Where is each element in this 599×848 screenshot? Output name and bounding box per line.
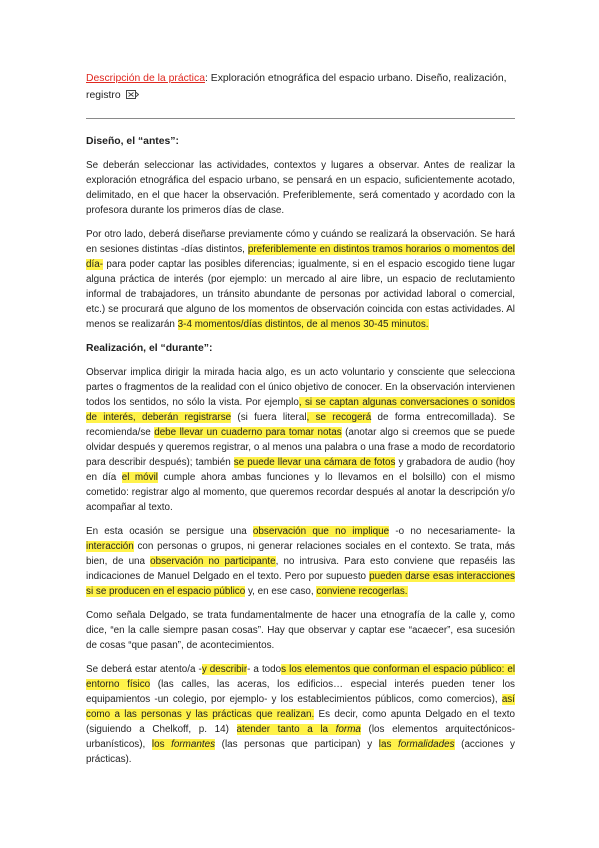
text-run: para poder captar las posibles diferencias; igualmente, si en el espacio escogido tiene lugar alguna práctica de interés (por ejemplo: un mercado al aire libre, un espacio de reclutamiento informal de trabajadores, un tránsito abundante de personas por actividad laboral o comercial, etc.) se procurará que alguno de los momentos de observación coincida con estas actividades. Al menos se realizarán — [86, 259, 515, 330]
text-run: (las personas que participan) y — [215, 739, 379, 750]
title-lead: Descripción de la práctica — [86, 73, 205, 84]
text-run: -o no necesariamente- la — [389, 526, 515, 537]
highlight-run-italic: formantes — [171, 739, 216, 750]
highlight-run: observación no participante — [150, 556, 276, 567]
highlight-run: atender tanto a la — [236, 724, 336, 735]
text-run: (acciones y prácticas). — [86, 739, 515, 765]
text-run: Observar implica dirigir la mirada hacia algo, es un acto voluntario y consciente que selecciona partes o fragmentos de la realidad con el único objetivo de conocer. En la observación intervienen todos los sentidos, no sólo la vista. Por ejemplo — [86, 367, 515, 408]
highlight-run: así como a las personas y las prácticas que realizan. — [86, 694, 515, 720]
highlight-run: observación que no implique — [252, 526, 390, 537]
highlight-run: y describir — [201, 664, 248, 675]
highlight-run-italic: forma — [335, 724, 361, 735]
document-link-icon-svg — [126, 90, 139, 99]
text-run: - a todo — [247, 664, 282, 675]
highlight-run: los — [151, 739, 172, 750]
paragraph-durante-4 — [86, 662, 515, 767]
text-run: , no intrusiva. Para esto conviene que repaséis las indicaciones de Manuel Delgado en el texto. Pero por supuesto — [86, 556, 516, 582]
text-run: cumple ahora ambas funciones y lo llevamos en el bolsillo) con el mismo cometido: registrar algo al momento, que queremos recordar después al anotar la descripción y/o acompañar al texto. — [86, 472, 515, 513]
highlight-run: las — [378, 739, 398, 750]
text-run: Es decir, como apunta Delgado en el texto (siguiendo a Chelkoff, p. 14) — [86, 709, 516, 735]
highlight-run: pueden darse esas interacciones si se producen en el espacio público — [86, 571, 515, 597]
paragraph-antes-2 — [86, 227, 515, 332]
paragraph-durante-3: Como señala Delgado, se trata fundamentalmente de hacer una etnografía de la calle y, como dice, “en la calle siempre pasan cosas”. Hay que observar y captar ese “acaecer”, esa sucesión de cosas “que pasan”, de acontecimientos. — [86, 610, 515, 651]
page-title — [86, 70, 515, 104]
highlight-run: , si se captan algunas conversaciones o sonidos de interés, deberán registrarse — [86, 397, 515, 423]
highlight-run: se puede llevar una cámara de fotos — [233, 457, 396, 468]
highlight-run: 3-4 momentos/días distintos, de al menos 30-45 minutos. — [177, 319, 429, 330]
title-rest: : Exploración etnográfica del espacio urbano. Diseño, realización, registro — [86, 73, 507, 101]
highlight-run: preferiblemente en distintos tramos horarios o momentos del día- — [86, 244, 515, 270]
highlight-run: interacción — [86, 541, 134, 552]
text-run: y grabadora de audio (hoy en día — [86, 457, 515, 483]
title-divider — [86, 118, 515, 119]
text-run: Por otro lado, deberá diseñarse previamente cómo y cuándo se realizará la observación. Se hará en sesiones distintas -días distintos, — [86, 229, 515, 255]
heading-antes: Diseño, el “antes”: — [86, 136, 179, 147]
highlight-run: debe llevar un cuaderno para tomar notas — [154, 427, 342, 438]
highlight-run: s los elementos que conforman el espacio público: el entorno físico — [86, 664, 516, 690]
highlight-run-italic: formalidades — [398, 739, 455, 750]
text-run: (si fuera literal — [231, 412, 307, 423]
document-link-icon — [126, 88, 139, 97]
paragraph-antes-1: Se deberán seleccionar las actividades, contextos y lugares a observar. Antes de realizar la exploración etnográfica del espacio urbano, se pensará en un espacio, suficientemente acotado, delimitado, en el que hacer la observación. Preferiblemente, será comentado y acordado con la profesora durante los primeros días de clase. — [86, 160, 515, 216]
text-run: Se deberá estar atento/a - — [86, 664, 202, 675]
highlight-run: , se recogerá — [306, 412, 372, 423]
text-run: (anotar algo si creemos que se puede olvidar después y queremos registrar, o al menos una palabra o una frase a modo de recordatorio para describir después); también — [86, 427, 515, 468]
paragraph-durante-1 — [86, 365, 515, 515]
text-run: y, en ese caso, — [245, 586, 317, 597]
text-run: de forma entrecomillada). Se recomienda/se — [86, 412, 515, 438]
text-run: En esta ocasión se persigue una — [86, 526, 253, 537]
highlight-run: conviene recogerlas. — [316, 586, 408, 597]
text-run: (las calles, las aceras, los edificios… especial interés pueden tener los equipamientos -un colegio, por ejemplo- y los establecimientos públicos, como comercios), — [86, 679, 515, 705]
paragraph-durante-2 — [86, 524, 515, 599]
text-run: (los elementos arquitectónicos-urbanísticos), — [86, 724, 515, 750]
heading-durante: Realización, el “durante”: — [86, 343, 213, 354]
text-run: con personas o grupos, ni generar relaciones sociales en el contexto. Se trata, más bien, de una — [86, 541, 515, 567]
highlight-run: el móvil — [121, 472, 158, 483]
